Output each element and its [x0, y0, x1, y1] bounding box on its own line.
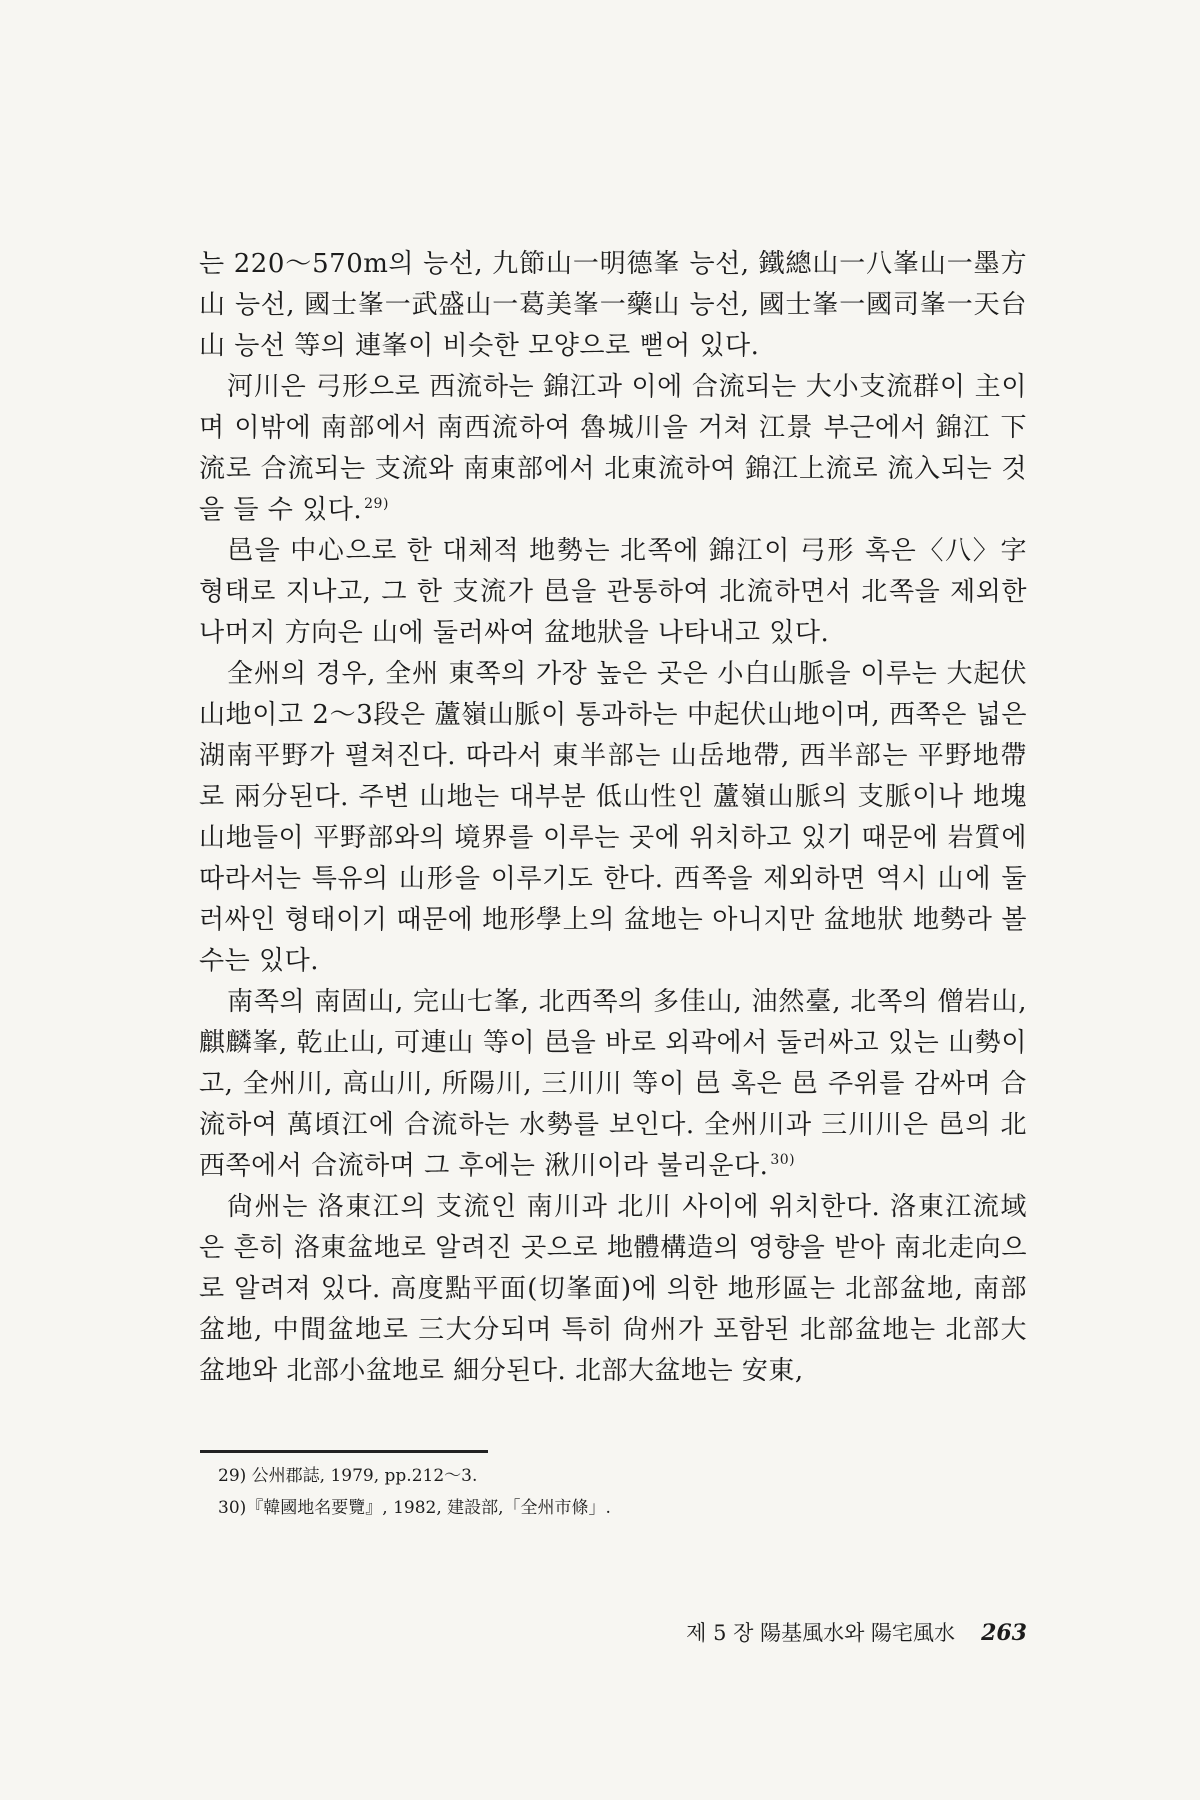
page-number: 263	[981, 1620, 1027, 1646]
paragraph-5-text: 南쪽의 南固山, 完山七峯, 北西쪽의 多佳山, 油然臺, 北쪽의 僧岩山, 麒麟峯, 乾止山, 可連山 等이 邑을 바로 외곽에서 둘러싸고 있는 山勢이고, 全州川, 高山川, 所陽川, 三川川 等이 邑 혹은 邑 주위를 감싸며 合流하여 萬頃江에 合流하는 水勢를 보인다. 全州川과 三川川은 邑의 北西쪽에서 合流하며 그 후에는 湫川이라 불리운다.	[199, 987, 1027, 1181]
paragraph-6-text: 尙州는 洛東江의 支流인 南川과 北川 사이에 위치한다. 洛東江流域은 흔히 洛東盆地로 알려진 곳으로 地體構造의 영향을 받아 南北走向으로 알려져 있다. 高度點平面(切峯面)에 의한 地形區는 北部盆地, 南部盆地, 中間盆地로 三大分되며 특히 尙州가 포함된 北部盆地는 北部大盆地와 北部小盆地로 細分된다. 北部大盆地는 安東,	[199, 1192, 1027, 1386]
footnotes	[218, 1460, 978, 1524]
paragraph-1	[199, 244, 1027, 367]
running-footer	[0, 1617, 1027, 1647]
paragraph-2-text: 河川은 弓形으로 西流하는 錦江과 이에 合流되는 大小支流群이 主이며 이밖에 南部에서 南西流하여 魯城川을 거쳐 江景 부근에서 錦江 下流로 合流되는 支流와 南東部에서 北東流하여 錦江上流로 流入되는 것을 들 수 있다.	[199, 372, 1027, 525]
paragraph-3	[199, 531, 1027, 654]
paragraph-1-text: 는 220～570m의 능선, 九節山一明德峯 능선, 鐵總山一八峯山一墨方山 능선, 國士峯一武盛山一葛美峯一藥山 능선, 國士峯一國司峯一天台山 능선 等의 連峯이 비슷한 모양으로 뻗어 있다.	[199, 249, 1027, 361]
paragraph-2	[199, 367, 1027, 531]
footnote-29: 29) 公州郡誌, 1979, pp.212～3.	[218, 1466, 478, 1486]
footnote-ref-29: 29)	[364, 496, 389, 513]
chapter-title: 제 5 장 陽基風水와 陽宅風水	[686, 1621, 956, 1645]
body-text	[199, 244, 1027, 1392]
paragraph-4	[199, 654, 1027, 982]
footnote-ref-30: 30)	[770, 1152, 796, 1169]
footnote-30: 30)『韓國地名要覽』, 1982, 建設部,「全州市條」.	[218, 1498, 611, 1518]
paragraph-6	[199, 1187, 1027, 1392]
paragraph-5	[199, 982, 1027, 1187]
paragraph-4-text: 全州의 경우, 全州 東쪽의 가장 높은 곳은 小白山脈을 이루는 大起伏山地이고 2～3段은 蘆嶺山脈이 통과하는 中起伏山地이며, 西쪽은 넓은 湖南平野가 펼쳐진다. 따라서 東半部는 山岳地帶, 西半部는 平野地帶로 兩分된다. 주변 山地는 대부분 低山性인 蘆嶺山脈의 支脈이나 地塊山地들이 平野部와의 境界를 이루는 곳에 위치하고 있기 때문에 岩質에 따라서는 특유의 山形을 이루기도 한다. 西쪽을 제외하면 역시 山에 둘러싸인 형태이기 때문에 地形學上의 盆地는 아니지만 盆地狀 地勢라 볼 수는 있다.	[199, 659, 1027, 976]
paragraph-3-text: 邑을 中心으로 한 대체적 地勢는 北쪽에 錦江이 弓形 혹은〈八〉字 형태로 지나고, 그 한 支流가 邑을 관통하여 北流하면서 北쪽을 제외한 나머지 方向은 山에 둘러싸여 盆地狀을 나타내고 있다.	[199, 536, 1027, 648]
footnote-divider	[200, 1450, 488, 1453]
